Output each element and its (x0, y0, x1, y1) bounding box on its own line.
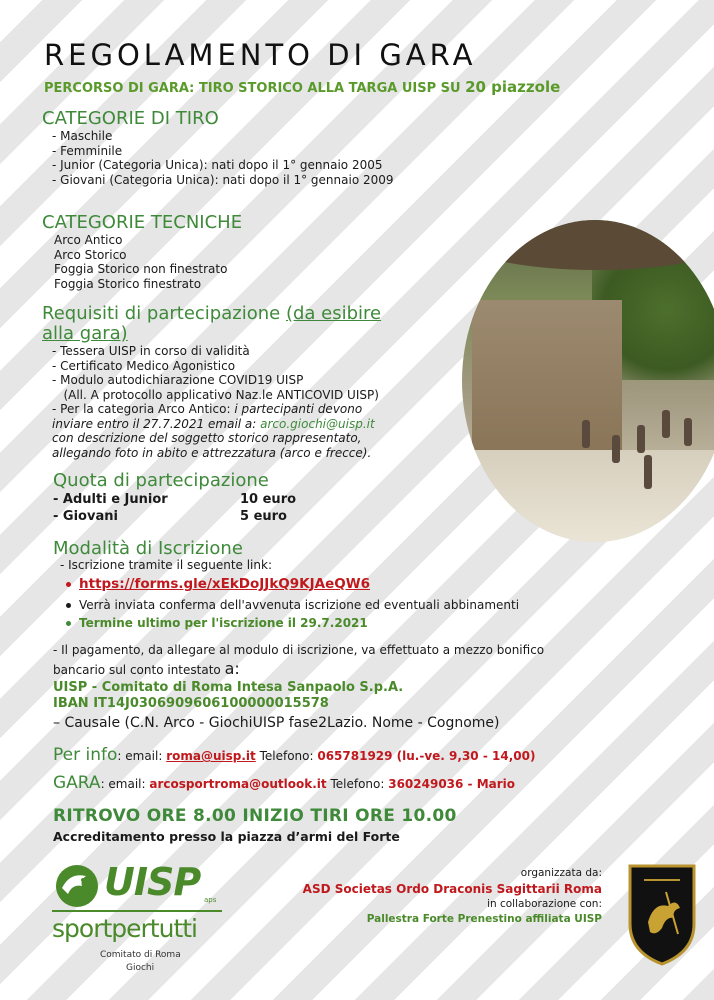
list-item: - Femminile (52, 143, 123, 158)
gara-tel: 360249036 - Mario (388, 777, 516, 791)
bullet-icon (66, 582, 71, 587)
bank-name: UISP - Comitato di Roma Intesa Sanpaolo S.p.A. (53, 680, 404, 695)
quota-label: - Adulti e Junior (53, 492, 168, 507)
quota-row (53, 491, 296, 508)
list-item: Foggia Storico non finestrato (54, 262, 228, 276)
uisp-logo (52, 860, 232, 980)
subtitle-piazzole: 20 piazzole (465, 78, 561, 96)
info-colon: : (117, 749, 126, 763)
asd-name: ASD Societas Ordo Draconis Sagittarii Roma (302, 882, 602, 896)
list-item-arco-antico (52, 402, 379, 417)
fort-photo (462, 220, 714, 542)
arco-antico-text-2: inviare entro il 27.7.2021 email a: (52, 416, 261, 431)
list-item: Arco Storico (54, 247, 127, 262)
pagamento-a: a: (224, 659, 240, 678)
quota-table (53, 491, 296, 525)
arco-antico-text-3: con descrizione del soggetto storico rappresentato, (52, 431, 362, 445)
iscrizione-intro: - Iscrizione tramite il seguente link: (60, 558, 272, 572)
ritrovo-heading: RITROVO ORE 8.00 INIZIO TIRI ORE 10.00 (53, 806, 457, 826)
sportpertutti-text: sportpertutti (52, 914, 197, 943)
causale: – Causale (C.N. Arco - GiochiUISP fase2Lazio. Nome - Cognome) (53, 715, 500, 731)
gara-label: GARA (53, 773, 101, 793)
quota-heading: Quota di partecipazione (53, 470, 269, 491)
info-email-link[interactable]: roma@uisp.it (166, 749, 256, 763)
gara-tel-label: Telefono: (326, 777, 389, 791)
requisiti-heading (42, 303, 381, 324)
categorie-tiro-heading: CATEGORIE DI TIRO (42, 108, 219, 129)
list-item: - Modulo autodichiarazione COVID19 UISP (52, 373, 304, 387)
iscrizione-link[interactable]: https://forms.gle/xEkDoJJkQ9KJAeQW6 (79, 576, 371, 592)
pagamento-line-1: - Il pagamento, da allegare al modulo di iscrizione, va effettuato a mezzo bonifico (53, 643, 545, 657)
quota-price: 10 euro (240, 492, 297, 507)
gara-email-link[interactable]: arcosportroma@outlook.it (149, 777, 327, 791)
comitato-text: Comitato di Roma (100, 950, 181, 960)
requisiti-list (52, 344, 379, 460)
bullet-icon (66, 603, 71, 608)
categorie-tecniche-heading: CATEGORIE TECNICHE (42, 212, 243, 233)
list-item-arco-antico-cont (52, 417, 379, 432)
arco-antico-prefix: - Per la categoria Arco Antico: (52, 402, 235, 416)
palestra-name: Pallestra Forte Prenestino affiliata UISP (366, 913, 602, 925)
termine-text: Termine ultimo per l'iscrizione il 29.7.2021 (79, 616, 368, 630)
info-tel: 065781929 (lu.-ve. 9,30 - 14,00) (317, 749, 536, 763)
arco-antico-text-4: allegando foto in abito e attrezzatura (arco e frecce). (52, 445, 372, 460)
conferma-text: Verrà inviata conferma dell'avvenuta iscrizione ed eventuali abbinamenti (79, 598, 520, 612)
ritrovo-sub: Accreditamento presso la piazza d’armi del Forte (53, 829, 400, 844)
arco-antico-text: i partecipanti devono (234, 402, 363, 416)
info-tel-label: Telefono: (255, 749, 318, 763)
list-item: - Junior (Categoria Unica): nati dopo il 1° gennaio 2005 (52, 158, 383, 172)
gara-colon: : (100, 777, 109, 791)
list-item: Foggia Storico finestrato (54, 276, 202, 291)
uisp-logo-text: UISP (104, 860, 201, 904)
list-item: - Maschile (52, 129, 113, 143)
quota-row (53, 508, 296, 525)
subtitle-text: PERCORSO DI GARA: TIRO STORICO ALLA TARGA UISP SU (44, 81, 466, 96)
requisiti-heading-note-cont: alla gara) (42, 323, 128, 344)
arco-antico-email[interactable]: arco.giochi@uisp.it (260, 416, 375, 431)
categorie-tiro-list (52, 129, 394, 187)
iscrizione-link-row (66, 576, 370, 592)
info-label: Per info (53, 745, 118, 765)
gara-email-label: email: (108, 777, 150, 791)
organizzata-label: organizzata da: (520, 867, 602, 879)
requisiti-heading-note: (da esibire (285, 303, 382, 324)
list-item: Arco Antico (54, 233, 123, 247)
uisp-dragon-icon (52, 862, 102, 910)
gara-row (53, 773, 515, 793)
requisiti-heading-text: Requisiti di partecipazione (42, 303, 286, 324)
info-row (53, 745, 535, 765)
page-subtitle (44, 78, 560, 96)
organizers (303, 866, 602, 927)
uisp-aps-text: aps (204, 896, 217, 904)
info-email-label: email: (125, 749, 167, 763)
iscrizione-termine (66, 616, 368, 631)
pagamento-text: bancario sul conto intestato (53, 663, 225, 677)
page-title: REGOLAMENTO DI GARA (44, 38, 477, 72)
quota-price: 5 euro (240, 509, 287, 524)
giochi-text: Giochi (126, 963, 155, 973)
iban: IBAN IT14J0306909606100000015578 (53, 696, 329, 711)
iscrizione-heading: Modalità di Iscrizione (53, 538, 243, 559)
list-item: - Tessera UISP in corso di validità (52, 344, 250, 358)
list-item: - Giovani (Categoria Unica): nati dopo il 1° gennaio 2009 (52, 172, 394, 187)
dragon-shield-icon (626, 862, 698, 966)
collab-label: in collaborazione con: (487, 898, 602, 910)
quota-label: - Giovani (53, 509, 118, 524)
pagamento-line-2 (53, 659, 240, 678)
list-item: - Certificato Medico Agonistico (52, 358, 236, 373)
iscrizione-conferma (66, 598, 519, 613)
categorie-tecniche-list (54, 233, 227, 291)
list-item: (All. A protocollo applicativo Naz.le ANTICOVID UISP) (52, 387, 379, 402)
bullet-icon (66, 621, 71, 626)
